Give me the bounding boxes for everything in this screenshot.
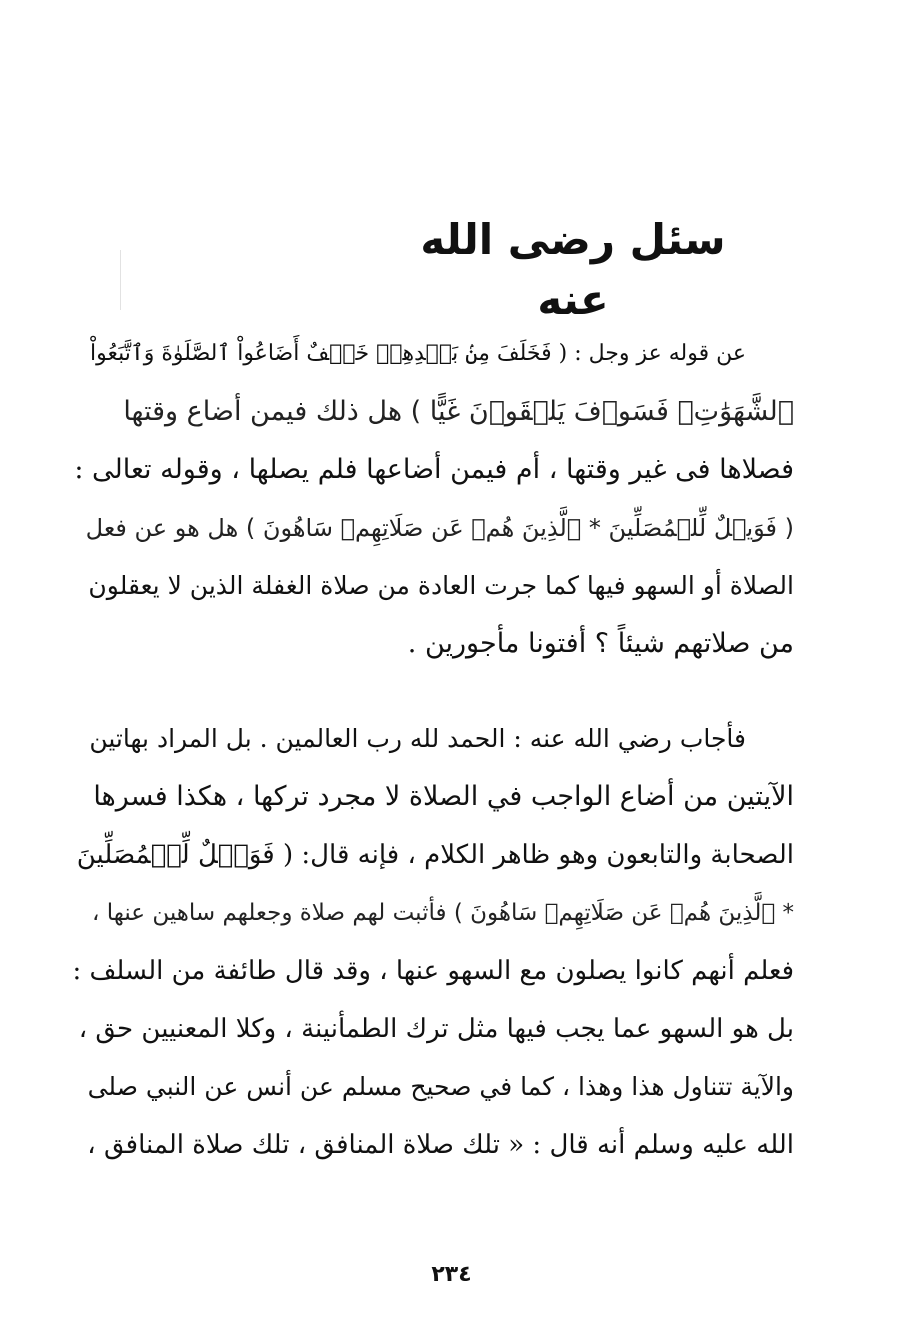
question-line: من صلاتهم شيئاً ؟ أفتونا مأجورين . <box>407 628 794 659</box>
scan-margin-mark <box>120 250 121 310</box>
page-number: ٢٣٤ <box>431 1262 472 1287</box>
question-line: الصلاة أو السهو فيها كما جرت العادة من صلاة الغفلة الذين لا يعقلون <box>88 571 794 600</box>
question-line: عن قوله عز وجل : ( فَخَلَفَ مِنۢ بَعۡدِهِمۡ خَلۡفٌ أَضَاعُواْ ٱلصَّلَوٰةَ وَٱتَّبَعُواْ <box>90 341 746 366</box>
question-paragraph <box>72 325 794 673</box>
answer-line: بل هو السهو عما يجب فيها مثل ترك الطمأنينة ، وكلا المعنيين حق ، <box>78 1014 794 1044</box>
question-line: ٱلشَّهَوَٰتِۖ فَسَوۡفَ يَلۡقَوۡنَ غَيًّا ) هل ذلك فيمن أضاع وقتها <box>123 396 794 427</box>
answer-line: فأجاب رضي الله عنه : الحمد لله رب العالمين . بل المراد بهاتين <box>89 724 746 753</box>
question-line: فصلاها فى غير وقتها ، أم فيمن أضاعها فلم يصلها ، وقوله تعالى : <box>74 454 794 485</box>
answer-line: الله عليه وسلم أنه قال : « تلك صلاة المنافق ، تلك صلاة المنافق ، <box>87 1130 794 1160</box>
answer-line: الصحابة والتابعون وهو ظاهر الكلام ، فإنه قال: ( فَوَيۡلٌ لِّلۡمُصَلِّينَ <box>76 840 794 870</box>
answer-paragraph <box>72 710 794 1174</box>
answer-line: * ٱلَّذِينَ هُمۡ عَن صَلَاتِهِمۡ سَاهُونَ ) فأثبت لهم صلاة وجعلهم ساهين عنها ، <box>92 900 794 926</box>
answer-line: والآية تتناول هذا وهذا ، كما في صحيح مسلم عن أنس عن النبي صلى <box>87 1072 794 1101</box>
question-line: ( فَوَيۡلٌ لِّلۡمُصَلِّينَ * ٱلَّذِينَ هُمۡ عَن صَلَاتِهِمۡ سَاهُونَ ) هل هو عن فعل <box>85 514 794 542</box>
answer-line: فعلم أنهم كانوا يصلون مع السهو عنها ، وقد قال طائفة من السلف : <box>72 956 794 986</box>
section-heading: سئل رضى الله عنه <box>420 215 726 324</box>
answer-line: الآيتين من أضاع الواجب في الصلاة لا مجرد تركها ، هكذا فسرها <box>93 781 794 812</box>
